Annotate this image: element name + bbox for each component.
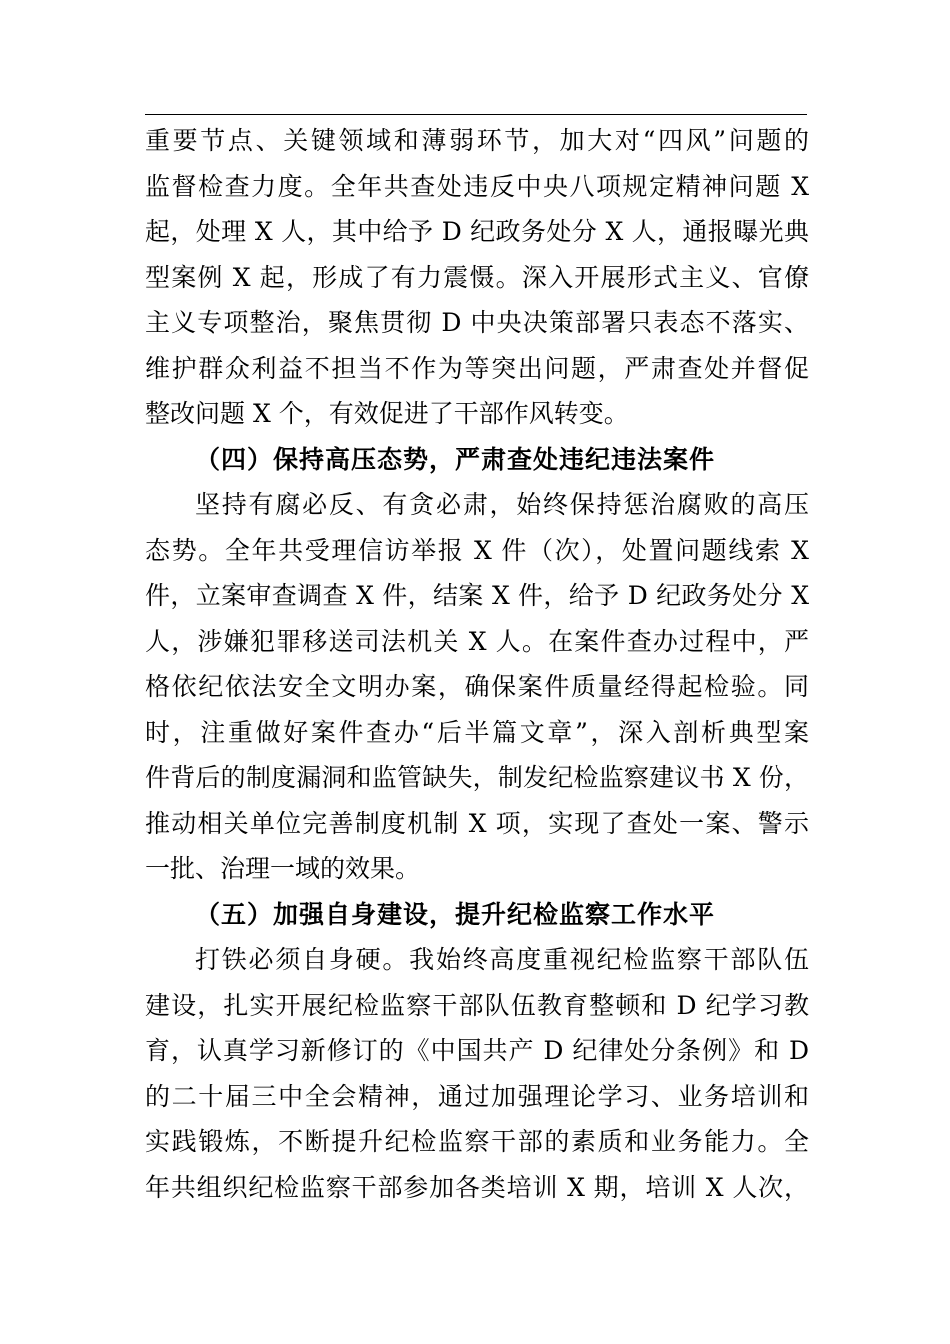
text-line: 态势。全年共受理信访举报 X 件（次），处置问题线索 X (145, 535, 809, 565)
text-line: 维护群众利益不担当不作为等突出问题，严肃查处并督促 (145, 353, 809, 383)
text-line: 时，注重做好案件查办“后半篇文章”，深入剖析典型案 (145, 717, 809, 747)
text-line: 育，认真学习新修订的《中国共产 D 纪律处分条例》和 D (145, 1036, 809, 1065)
section-heading-5: （五）加强自身建设，提升纪检监察工作水平 (195, 899, 716, 929)
text-line: 监督检查力度。全年共查处违反中央八项规定精神问题 X (145, 171, 809, 201)
text-line: 件，立案审查调查 X 件，结案 X 件，给予 D 纪政务处分 X (145, 581, 809, 610)
text-line: 一批、治理一域的效果。 (145, 854, 421, 883)
text-line: 人，涉嫌犯罪移送司法机关 X 人。在案件查办过程中，严 (145, 626, 809, 656)
section-heading-4: （四）保持高压态势，严肃查处违纪违法案件 (195, 444, 716, 474)
header-rule (145, 114, 807, 115)
text-line: 件背后的制度漏洞和监管缺失，制发纪检监察建议书 X 份， (145, 763, 809, 792)
text-line: 年共组织纪检监察干部参加各类培训 X 期，培训 X 人次， (145, 1172, 809, 1202)
text-line: 推动相关单位完善制度机制 X 项，实现了查处一案、警示 (145, 808, 809, 838)
text-line: 的二十届三中全会精神，通过加强理论学习、业务培训和 (145, 1081, 809, 1111)
text-line: 格依纪依法安全文明办案，确保案件质量经得起检验。同 (145, 672, 809, 701)
paragraph-section-5 (145, 937, 809, 1210)
text-line: 型案例 X 起，形成了有力震慑。深入开展形式主义、官僚 (145, 262, 809, 292)
text-line: 打铁必须自身硬。我始终高度重视纪检监察干部队伍 (195, 945, 809, 974)
text-line: 实践锻炼，不断提升纪检监察干部的素质和业务能力。全 (145, 1127, 809, 1156)
paragraph-continued (145, 118, 809, 437)
text-line: 起，处理 X 人，其中给予 D 纪政务处分 X 人，通报曝光典 (145, 217, 809, 246)
paragraph-section-4 (145, 482, 809, 892)
text-line: 建设，扎实开展纪检监察干部队伍教育整顿和 D 纪学习教 (145, 990, 809, 1020)
text-line: 主义专项整治，聚焦贯彻 D 中央决策部署只表态不落实、 (145, 308, 809, 337)
document-body (145, 118, 809, 1210)
text-line: 坚持有腐必反、有贪必肃，始终保持惩治腐败的高压 (195, 490, 809, 519)
text-line: 重要节点、关键领域和薄弱环节，加大对“四风”问题的 (145, 126, 809, 155)
text-line: 整改问题 X 个，有效促进了干部作风转变。 (145, 399, 629, 428)
